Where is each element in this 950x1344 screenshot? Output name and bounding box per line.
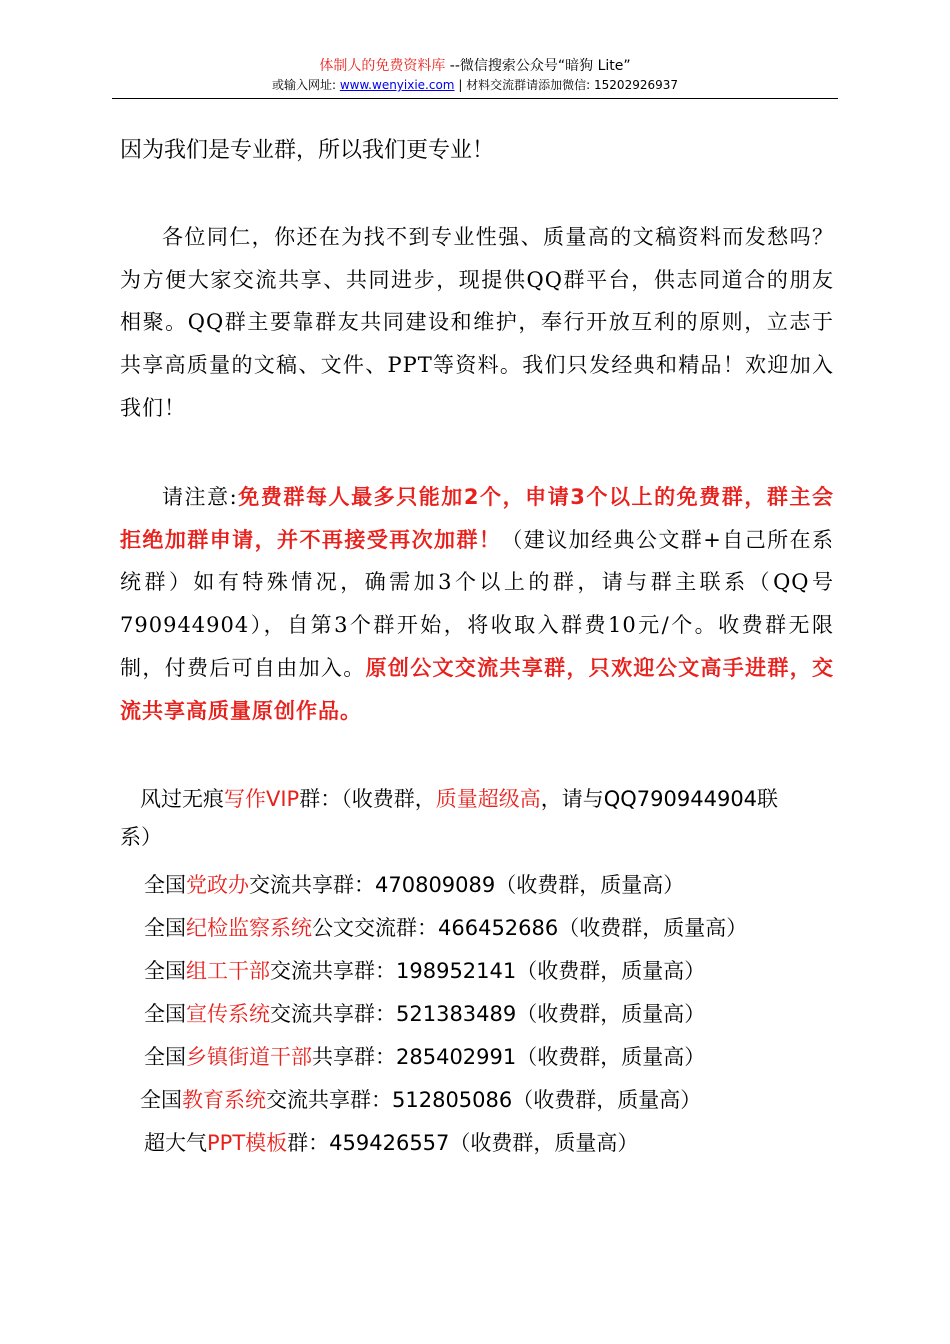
header-line-1 (112, 56, 838, 76)
site-link[interactable]: www.wenyixie.com (339, 78, 455, 92)
vip-suffix: ，请与QQ790944904联 (540, 787, 779, 811)
group-prefix: 全国 (144, 873, 186, 897)
group-name: 教育系统 (182, 1088, 266, 1112)
group-info: 群：459426557（收费群，质量高） (287, 1131, 639, 1155)
group-info: 共享群：285402991（收费群，质量高） (312, 1045, 706, 1069)
group-entry (140, 1085, 701, 1115)
site-prefix: 或输入网址: (271, 78, 340, 92)
notice-original: 原创公文交流共享群，只欢迎公文高手进群，交流共享高质量原创作品。 (120, 655, 835, 723)
group-name: 党政办 (186, 873, 249, 897)
group-name: 纪检监察系统 (186, 916, 312, 940)
vip-red-1: 写作VIP (224, 787, 300, 811)
group-prefix: 全国 (144, 916, 186, 940)
group-name: 宣传系统 (186, 1002, 270, 1026)
vip-cont: 系） (120, 825, 162, 849)
group-name: PPT模板 (207, 1131, 288, 1155)
group-info: 交流共享群：198952141（收费群，质量高） (270, 959, 706, 983)
group-name: 组工干部 (186, 959, 270, 983)
group-info: 公文交流群：466452686（收费群，质量高） (312, 916, 748, 940)
page-header (112, 56, 838, 99)
header-line-2 (112, 76, 838, 94)
intro-paragraph: 各位同仁，你还在为找不到专业性强、质量高的文稿资料而发愁吗？为方便大家交流共享、共同进步，现提供QQ群平台，供志同道合的朋友相聚。QQ群主要靠群友共同建设和维护，奉行开放互利的原则，立志于共享高质量的文稿、文件、PPT等资料。我们只发经典和精品！欢迎加入我们！ (120, 225, 834, 420)
group-entry (144, 1128, 638, 1158)
vip-prefix: 风过无痕 (140, 787, 224, 811)
notice-lead: 请注意: (162, 485, 238, 509)
group-entry (144, 999, 705, 1029)
group-info: 交流共享群：470809089（收费群，质量高） (249, 873, 685, 897)
group-entry (144, 913, 747, 943)
group-entry (144, 956, 705, 986)
notice-paragraph (120, 476, 834, 732)
brand-name: 体制人的免费资料库 (319, 58, 446, 74)
group-prefix: 全国 (144, 959, 186, 983)
site-suffix: | 材料交流群请添加微信: 15202926937 (454, 78, 679, 92)
group-prefix: 全国 (144, 1045, 186, 1069)
page-title: 因为我们是专业群，所以我们更专业！ (120, 138, 495, 163)
group-info: 交流共享群：521383489（收费群，质量高） (270, 1002, 706, 1026)
vip-red-2: 质量超级高 (435, 787, 541, 811)
vip-mid: 群：（收费群， (299, 787, 436, 811)
brand-suffix: --微信搜索公众号“暗狗 Lite” (445, 58, 631, 74)
group-entry (144, 1042, 705, 1072)
group-prefix: 全国 (144, 1002, 186, 1026)
group-prefix: 全国 (140, 1088, 182, 1112)
group-entry (144, 870, 684, 900)
group-prefix: 超大气 (144, 1131, 207, 1155)
notice-detail: （建议加经典公文群+自己所在系统群）如有特殊情况，确需加3个以上的群，请与群主联系（QQ号790944904），自第3个群开始，将收取入群费10元/个。收费群无限制，付费后可自由加入。 (120, 527, 834, 680)
group-info: 交流共享群：512805086（收费群，质量高） (266, 1088, 702, 1112)
notice-warning: 免费群每人最多只能加2个，申请3个以上的免费群，群主会拒绝加群申请，并不再接受再次加群！ (120, 485, 834, 552)
group-name: 乡镇街道干部 (186, 1045, 312, 1069)
vip-group-entry (120, 780, 840, 856)
